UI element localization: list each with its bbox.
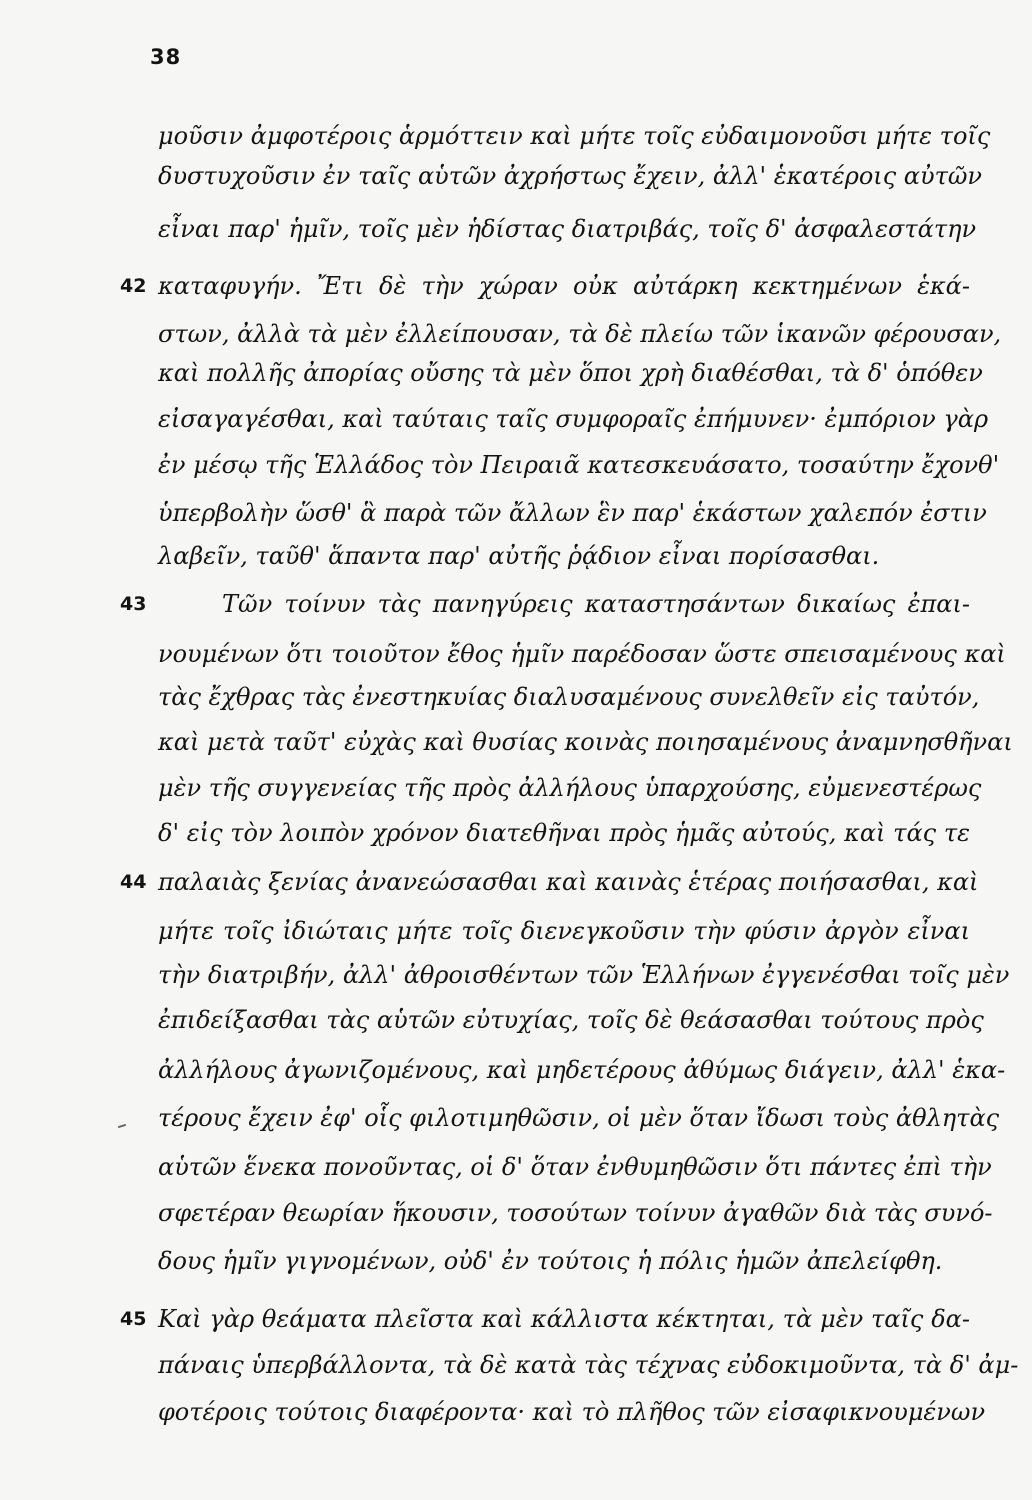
text-line: πάναις ὑπερβάλλοντα, τὰ δὲ κατὰ τὰς τέχνας εὐδοκιμοῦντα, τὰ δ' ἀμ- xyxy=(158,1351,1019,1379)
text-line: παλαιὰς ξενίας ἀνανεώσασθαι καὶ καινὰς ἑτέρας ποιήσασθαι, καὶ xyxy=(158,868,979,896)
text-line: λαβεῖν, ταῦθ' ἅπαντα παρ' αὐτῆς ῥᾴδιον εἶναι πορίσασθαι. xyxy=(158,542,880,570)
text-line: τὰς ἔχθρας τὰς ἐνεστηκυίας διαλυσαμένους συνελθεῖν εἰς ταὐτόν, xyxy=(158,683,980,711)
text-line: ἐν μέσῳ τῆς Ἑλλάδος τὸν Πειραιᾶ κατεσκευάσατο, τοσαύτην ἔχονθ' xyxy=(158,451,1000,479)
section-number-44: 44 xyxy=(120,871,147,893)
text-line: καὶ πολλῆς ἀπορίας οὔσης τὰ μὲν ὅποι χρὴ διαθέσθαι, τὰ δ' ὁπόθεν xyxy=(158,359,983,387)
text-line: καὶ μετὰ ταῦτ' εὐχὰς καὶ θυσίας κοινὰς ποιησαμένους ἀναμνησθῆναι xyxy=(158,728,1013,756)
text-line: Καὶ γὰρ θεάματα πλεῖστα καὶ κάλλιστα κέκτηται, τὰ μὲν ταῖς δα- xyxy=(158,1305,970,1333)
text-line: Τῶν τοίνυν τὰς πανηγύρεις καταστησάντων δικαίως ἐπαι- xyxy=(222,590,970,618)
text-line: μὲν τῆς συγγενείας τῆς πρὸς ἀλλήλους ὑπαρχούσης, εὐμενεστέρως xyxy=(158,774,982,802)
text-line: δυστυχοῦσιν ἐν ταῖς αὑτῶν ἀχρήστως ἔχειν, ἀλλ' ἑκατέροις αὐτῶν xyxy=(158,162,983,190)
margin-mark xyxy=(118,1124,126,1128)
text-line: τέρους ἔχειν ἐφ' οἷς φιλοτιμηθῶσιν, οἱ μὲν ὅταν ἴδωσι τοὺς ἀθλητὰς xyxy=(158,1104,1000,1132)
text-line: δ' εἰς τὸν λοιπὸν χρόνον διατεθῆναι πρὸς ἡμᾶς αὐτούς, καὶ τάς τε xyxy=(158,819,970,847)
text-line: μήτε τοῖς ἰδιώταις μήτε τοῖς διενεγκοῦσιν τὴν φύσιν ἀργὸν εἶναι xyxy=(158,917,970,945)
page-number: 38 xyxy=(150,45,182,69)
text-line: φοτέροις τούτοις διαφέροντα· καὶ τὸ πλῆθος τῶν εἰσαφικνουμένων xyxy=(158,1398,986,1426)
text-line: δους ἡμῖν γιγνομένων, οὐδ' ἐν τούτοις ἡ πόλις ἡμῶν ἀπελείφθη. xyxy=(158,1247,943,1275)
text-line: ἐπιδείξασθαι τὰς αὑτῶν εὐτυχίας, τοῖς δὲ θεάσασθαι τούτους πρὸς xyxy=(158,1006,984,1034)
text-line: καταφυγήν. Ἔτι δὲ τὴν χώραν οὐκ αὐτάρκη κεκτημένων ἑκά- xyxy=(158,272,970,300)
text-line: αὑτῶν ἕνεκα πονοῦντας, οἱ δ' ὅταν ἐνθυμηθῶσιν ὅτι πάντες ἐπὶ τὴν xyxy=(158,1153,992,1181)
text-line: σφετέραν θεωρίαν ἥκουσιν, τοσούτων τοίνυν ἀγαθῶν διὰ τὰς συνό- xyxy=(158,1199,993,1227)
text-line: τὴν διατριβήν, ἀλλ' ἀθροισθέντων τῶν Ἑλλήνων ἐγγενέσθαι τοῖς μὲν xyxy=(158,961,1010,989)
section-number-45: 45 xyxy=(120,1308,147,1330)
text-line: στων, ἀλλὰ τὰ μὲν ἐλλείπουσαν, τὰ δὲ πλείω τῶν ἱκανῶν φέρουσαν, xyxy=(158,320,1002,348)
text-line: ἀλλήλους ἀγωνιζομένους, καὶ μηδετέρους ἀθύμως διάγειν, ἀλλ' ἑκα- xyxy=(158,1056,1006,1084)
text-line: μοῦσιν ἀμφοτέροις ἁρμόττειν καὶ μήτε τοῖς εὐδαιμονοῦσι μήτε τοῖς xyxy=(158,122,991,150)
text-line: νουμένων ὅτι τοιοῦτον ἔθος ἡμῖν παρέδοσαν ὥστε σπεισαμένους καὶ xyxy=(158,640,1006,668)
section-number-43: 43 xyxy=(120,593,147,615)
text-line: εἶναι παρ' ἡμῖν, τοῖς μὲν ἡδίστας διατριβάς, τοῖς δ' ἀσφαλεστάτην xyxy=(158,215,977,243)
section-number-42: 42 xyxy=(120,275,147,297)
text-line: εἰσαγαγέσθαι, καὶ ταύταις ταῖς συμφοραῖς ἐπήμυνεν· ἐμπόριον γὰρ xyxy=(158,405,989,433)
text-line: ὑπερβολὴν ὥσθ' ἃ παρὰ τῶν ἄλλων ἓν παρ' ἑκάστων χαλεπόν ἐστιν xyxy=(158,499,987,527)
